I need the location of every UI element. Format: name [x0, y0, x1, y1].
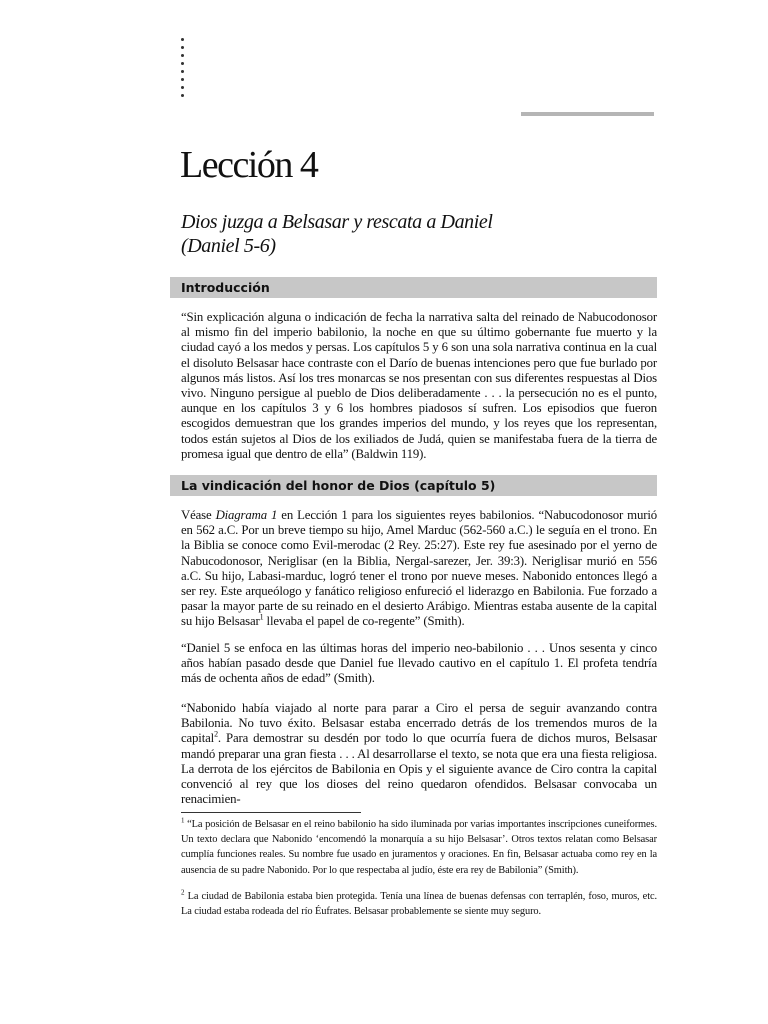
decorative-dots [181, 38, 187, 97]
paragraph-kings-body: en Lección 1 para los siguientes reyes babilonios. “Nabucodonosor murió en 562 a.C. Por un breve tiempo su hijo, Amel Marduc (562-560 a.C.) le seguía en el trono. En la Biblia se conoce como Evil-merodac (2 Rey. 25:27). Este rey fue asesinado por el yerno de Nabucodonosor, Neriglisar (en la Biblia, Nergal-sarezer, Jer. 39:3). Neriglisar murió en 556 a.C. Su hijo, Labasi-marduc, logró tener el trono por nueve meses. Nabonido entonces llegó a ser rey. Este arqueólogo y fanático religioso enfureció el liderazgo en Babilonia. Fue forzado a pasar la mayor parte de su reinado en el desierto Arábigo. Mientras estaba ausente de la capital su hijo Belsasar [181, 508, 657, 629]
vindication-heading: La vindicación del honor de Dios (capítulo 5) [170, 475, 657, 496]
footnote-1-text: “La posición de Belsasar en el reino babilonio ha sido iluminada por varias importantes inscripciones cuneiformes. Un texto declara que Nabonido ‘encomendó la monarquía a su hijo Belsasar’. Otros textos relatan como Belsasar cumplía funciones reales. Su nombre fue usado en juramentos y oraciones. En fin, Belsasar actuaba como rey en la ausencia de su padre Nabonido. Por lo que respectaba al judío, éste era rey de Babilonia” (Smith). [181, 819, 657, 876]
footnote-ref-1[interactable]: 1 [259, 613, 264, 623]
subtitle-line-2: (Daniel 5-6) [181, 235, 276, 257]
paragraph-daniel-5: “Daniel 5 se enfoca en las últimas horas del imperio neo-babilonio . . . Unos sesenta y cinco años habían pasado desde que Daniel fue llevado cautivo en el capítulo 1. El profeta tendría más de ochenta años de edad” (Smith). [181, 641, 657, 686]
diagram-reference: Diagrama 1 [215, 508, 278, 522]
header-rule [521, 112, 654, 116]
footnote-2-text: La ciudad de Babilonia estaba bien protegida. Tenía una línea de buenas defensas con terraplén, foso, muros, etc. La ciudad estaba rodeada del río Éufrates. Belsasar probablemente se siente muy seguro. [181, 891, 657, 918]
footnote-1 [181, 817, 657, 878]
footnote-2 [181, 889, 657, 919]
lesson-subtitle [181, 210, 661, 258]
paragraph-nabonido-end: . Para demostrar su desdén por todo lo que ocurría fuera de dichos muros, Belsasar mandó preparar una gran fiesta . . . Al desarrollarse el texto, se nota que era una fiesta religiosa. La derrota de los ejércitos de Babilonia en Opis y el siguiente avance de Ciro contra la capital convenció al rey que los dioses del reino quedaron ofendidos. Belsasar convocaba un renacimien- [181, 731, 657, 807]
footnote-ref-2[interactable]: 2 [214, 730, 218, 740]
paragraph-nabonido-start: “Nabonido había viajado al norte para parar a Ciro el persa de seguir avanzando contra Babilonia. No tuvo éxito. Belsasar estaba encerrado detrás de los tremendos muros de la capital [181, 701, 657, 746]
intro-heading: Introducción [170, 277, 657, 298]
paragraph-kings-start: Véase [181, 508, 216, 522]
subtitle-line-1: Dios juzga a Belsasar y rescata a Daniel [181, 211, 493, 233]
paragraph-nabonido [181, 701, 657, 807]
footnote-separator [181, 812, 361, 813]
footnote-1-number: 1 [181, 816, 185, 825]
intro-paragraph: “Sin explicación alguna o indicación de fecha la narrativa salta del reinado de Nabucodonosor al mismo fin del imperio babilonio, la noche en que su último gobernante fue muerto y la ciudad cayó a los medos y persas. Los capítulos 5 y 6 son una sola narrativa continua en la cual el disoluto Belsasar hace contraste con el Darío de buenas intenciones pero que fue burlado por algunos más listos. Así los tres monarcas se nos presentan con sus diferentes respuestas al Dios vivo. Ninguno persigue al pueblo de Dios deliberadamente . . . la persecución no es el punto, aunque en los capítulos 3 y 6 los hombres piadosos sí sufren. Los episodios que fueron escogidos demuestran que los grandes imperios del mundo, y los reyes que los representan, todos están sujetos al Dios de los exiliados de Judá, quien se manifestaba fuera de la tierra de promesa igual que dentro de ella” (Baldwin 119). [181, 310, 657, 461]
lesson-title: Lección 4 [180, 144, 318, 186]
paragraph-kings-end: llevaba el papel de co-regente” (Smith). [263, 614, 465, 629]
footnote-2-number: 2 [181, 888, 185, 897]
paragraph-kings [181, 508, 657, 630]
